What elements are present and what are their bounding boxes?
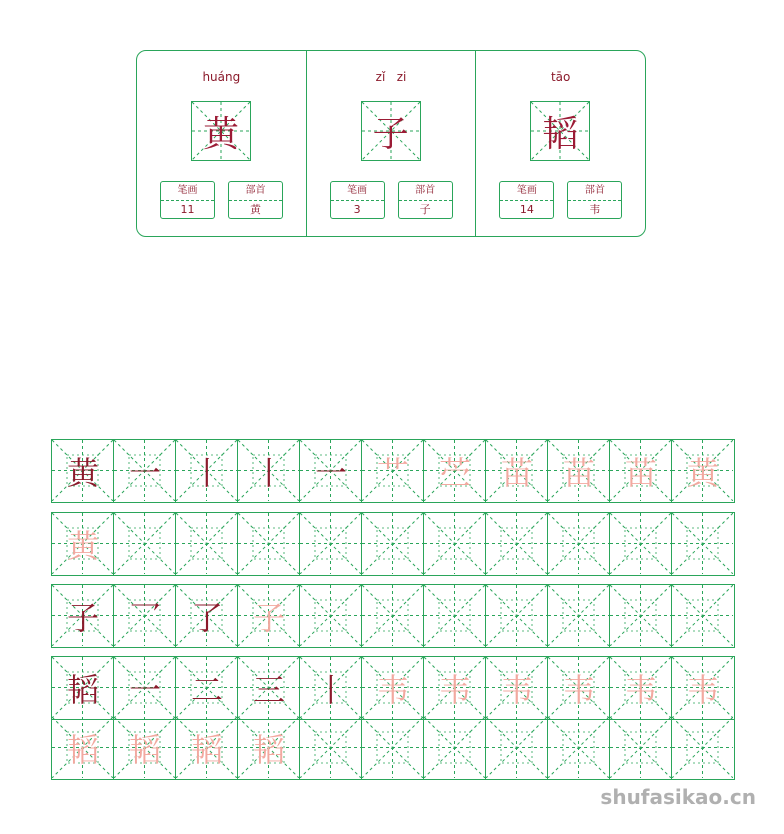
practice-glyph: 苗 bbox=[624, 454, 657, 492]
stroke-label: 笔画 bbox=[500, 182, 553, 201]
practice-cell bbox=[486, 440, 548, 502]
radical-label: 部首 bbox=[229, 182, 282, 201]
practice-cell bbox=[114, 440, 176, 502]
practice-cell bbox=[114, 717, 176, 779]
practice-cell bbox=[238, 657, 300, 719]
practice-glyph: 韦 bbox=[376, 671, 409, 709]
stroke-label: 笔画 bbox=[331, 182, 384, 201]
practice-glyph: 韬 bbox=[252, 731, 285, 769]
stroke-count-box bbox=[499, 181, 554, 219]
practice-cell bbox=[52, 440, 114, 502]
practice-glyph bbox=[610, 513, 672, 575]
practice-cell bbox=[362, 657, 424, 719]
practice-glyph bbox=[300, 717, 362, 779]
practice-glyph: 韦 bbox=[500, 671, 533, 709]
practice-cell bbox=[424, 513, 486, 575]
practice-cell bbox=[176, 440, 238, 502]
practice-cell bbox=[610, 585, 672, 647]
practice-row bbox=[51, 717, 735, 780]
practice-cell bbox=[114, 657, 176, 719]
practice-glyph bbox=[548, 717, 610, 779]
radical-label: 部首 bbox=[568, 182, 621, 201]
practice-glyph: 韬 bbox=[190, 731, 223, 769]
practice-glyph: 艹 bbox=[376, 454, 409, 492]
practice-cell bbox=[238, 513, 300, 575]
practice-cell bbox=[176, 585, 238, 647]
character-info-card bbox=[136, 50, 646, 237]
practice-cell bbox=[362, 585, 424, 647]
practice-cell bbox=[672, 585, 734, 647]
practice-cell bbox=[672, 657, 734, 719]
practice-glyph bbox=[486, 717, 548, 779]
radical-value: 韦 bbox=[589, 203, 601, 216]
practice-cell bbox=[362, 717, 424, 779]
practice-glyph bbox=[548, 513, 610, 575]
practice-row bbox=[51, 439, 735, 503]
practice-glyph: 黄 bbox=[686, 454, 719, 492]
practice-cell bbox=[610, 513, 672, 575]
practice-cell bbox=[300, 717, 362, 779]
practice-row bbox=[51, 656, 735, 720]
practice-cell bbox=[610, 657, 672, 719]
stroke-value: 14 bbox=[519, 203, 534, 216]
practice-glyph bbox=[424, 585, 486, 647]
radical-label: 部首 bbox=[399, 182, 452, 201]
practice-glyph: 韦 bbox=[686, 671, 719, 709]
character-column bbox=[476, 51, 645, 236]
practice-glyph: 乛 bbox=[128, 599, 161, 637]
practice-row bbox=[51, 512, 735, 576]
practice-cell bbox=[176, 657, 238, 719]
practice-cell bbox=[548, 585, 610, 647]
radical-box bbox=[398, 181, 453, 219]
practice-cell bbox=[362, 513, 424, 575]
practice-cell bbox=[238, 717, 300, 779]
practice-cell bbox=[114, 513, 176, 575]
practice-glyph: 一 bbox=[314, 454, 347, 492]
practice-glyph bbox=[362, 585, 424, 647]
practice-cell bbox=[238, 585, 300, 647]
practice-glyph: 子 bbox=[252, 599, 285, 637]
practice-cell bbox=[300, 657, 362, 719]
radical-box bbox=[228, 181, 283, 219]
practice-cell bbox=[548, 513, 610, 575]
practice-glyph: 丨 bbox=[190, 454, 223, 492]
practice-glyph bbox=[424, 717, 486, 779]
practice-cell bbox=[362, 440, 424, 502]
practice-cell bbox=[672, 717, 734, 779]
practice-glyph: 苗 bbox=[562, 454, 595, 492]
practice-glyph: 苗 bbox=[500, 454, 533, 492]
practice-cell bbox=[548, 717, 610, 779]
practice-cell bbox=[238, 440, 300, 502]
practice-glyph: 韬 bbox=[128, 731, 161, 769]
practice-cell bbox=[114, 585, 176, 647]
practice-cell bbox=[486, 657, 548, 719]
practice-glyph bbox=[610, 585, 672, 647]
practice-glyph bbox=[300, 585, 362, 647]
radical-box bbox=[567, 181, 622, 219]
practice-glyph: 韦 bbox=[438, 671, 471, 709]
practice-glyph: 子 bbox=[66, 599, 99, 637]
practice-cell bbox=[672, 440, 734, 502]
practice-glyph: 三 bbox=[252, 671, 285, 709]
practice-cell bbox=[424, 440, 486, 502]
character-box bbox=[361, 101, 421, 161]
practice-glyph bbox=[672, 513, 734, 575]
practice-glyph bbox=[672, 585, 734, 647]
practice-cell bbox=[424, 717, 486, 779]
practice-glyph: 韦 bbox=[624, 671, 657, 709]
character-column bbox=[137, 51, 307, 236]
practice-glyph: 黄 bbox=[66, 527, 99, 565]
character-glyph: 韬 bbox=[542, 113, 579, 155]
practice-cell bbox=[548, 657, 610, 719]
character-box bbox=[530, 101, 590, 161]
practice-glyph bbox=[672, 717, 734, 779]
practice-cell bbox=[300, 585, 362, 647]
practice-cell bbox=[176, 717, 238, 779]
practice-glyph: 黄 bbox=[66, 454, 99, 492]
practice-cell bbox=[610, 440, 672, 502]
practice-glyph: 一 bbox=[128, 671, 161, 709]
practice-cell bbox=[486, 585, 548, 647]
character-glyph: 黄 bbox=[202, 113, 239, 155]
practice-glyph: 丨 bbox=[314, 671, 347, 709]
character-glyph: 子 bbox=[372, 113, 409, 155]
practice-glyph: 了 bbox=[190, 599, 223, 637]
practice-cell bbox=[176, 513, 238, 575]
pinyin-label: tāo bbox=[550, 70, 571, 84]
practice-glyph: 二 bbox=[190, 671, 223, 709]
practice-cell bbox=[610, 717, 672, 779]
practice-glyph: 韬 bbox=[66, 671, 99, 709]
practice-cell bbox=[300, 513, 362, 575]
practice-cell bbox=[424, 585, 486, 647]
pinyin-label: zǐ zi bbox=[375, 70, 407, 84]
practice-glyph bbox=[300, 513, 362, 575]
practice-cell bbox=[486, 513, 548, 575]
practice-cell bbox=[486, 717, 548, 779]
stroke-label: 笔画 bbox=[161, 182, 214, 201]
stroke-count-box bbox=[330, 181, 385, 219]
practice-cell bbox=[300, 440, 362, 502]
practice-glyph bbox=[486, 513, 548, 575]
radical-value: 子 bbox=[419, 203, 431, 216]
practice-glyph: 韬 bbox=[66, 731, 99, 769]
practice-glyph bbox=[238, 513, 300, 575]
practice-glyph bbox=[114, 513, 176, 575]
practice-cell bbox=[52, 585, 114, 647]
practice-cell bbox=[548, 440, 610, 502]
stroke-value: 3 bbox=[353, 203, 361, 216]
practice-cell bbox=[52, 717, 114, 779]
practice-glyph: 丨 bbox=[252, 454, 285, 492]
practice-cell bbox=[424, 657, 486, 719]
practice-glyph bbox=[176, 513, 238, 575]
radical-value: 黄 bbox=[250, 203, 261, 216]
practice-glyph: 苎 bbox=[438, 454, 471, 492]
practice-cell bbox=[52, 513, 114, 575]
practice-cell bbox=[672, 513, 734, 575]
practice-glyph bbox=[610, 717, 672, 779]
pinyin-label: huáng bbox=[202, 70, 241, 84]
character-column bbox=[307, 51, 477, 236]
watermark: shufasikao.cn bbox=[600, 785, 756, 809]
practice-glyph: 一 bbox=[128, 454, 161, 492]
practice-glyph: 韦 bbox=[562, 671, 595, 709]
practice-glyph bbox=[362, 717, 424, 779]
character-box bbox=[191, 101, 251, 161]
practice-glyph bbox=[486, 585, 548, 647]
practice-glyph bbox=[548, 585, 610, 647]
practice-glyph bbox=[424, 513, 486, 575]
stroke-value: 11 bbox=[180, 203, 195, 216]
practice-cell bbox=[52, 657, 114, 719]
stroke-count-box bbox=[160, 181, 215, 219]
practice-row bbox=[51, 584, 735, 648]
practice-glyph bbox=[362, 513, 424, 575]
